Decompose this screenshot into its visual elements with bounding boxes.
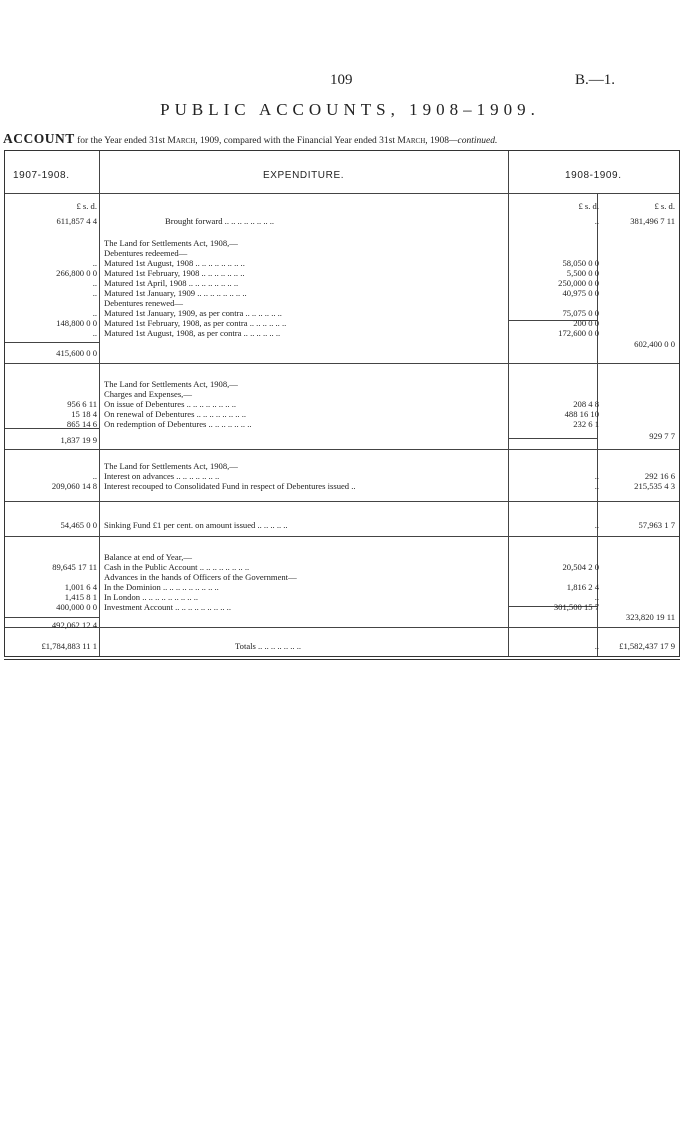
section-rule xyxy=(5,501,679,502)
table-row: .. Matured 1st August, 1908 .. .. .. .. .. .. .. .. 58,050 0 0 xyxy=(92,258,599,268)
table-row: 323,820 19 11 xyxy=(625,612,675,622)
table-row: 1,001 6 4 In the Dominion .. .. .. .. .. .. .. .. .. 1,816 2 4 xyxy=(64,582,599,592)
table-row: 929 7 7 xyxy=(649,431,675,441)
subtitle-march-1: March xyxy=(167,136,196,146)
table-row: 400,000 0 0 Investment Account .. .. .. .. .. .. .. .. .. 301,500 15 7 xyxy=(56,602,599,612)
page-number: 109 xyxy=(330,72,353,88)
table-row: .. Matured 1st April, 1908 .. .. .. .. .. .. .. .. 250,000 0 0 xyxy=(92,278,599,288)
table-row: 1,415 8 1 In London .. .. .. .. .. .. .. .. .. .. xyxy=(64,592,599,602)
header-expenditure: EXPENDITURE. xyxy=(263,170,345,181)
header-prev-year: 1907-1908. xyxy=(13,170,70,181)
subtitle-account-word: ACCOUNT xyxy=(3,131,75,146)
table-row: Debentures renewed— xyxy=(104,298,183,308)
header-rule xyxy=(5,193,679,194)
table-row: Advances in the hands of Officers of the Government— xyxy=(104,572,297,582)
table-row: 1,837 19 9 xyxy=(60,435,97,445)
units-prev: £ s. d. xyxy=(76,201,97,211)
header-curr-year: 1908-1909. xyxy=(565,170,622,181)
table-row: 415,600 0 0 xyxy=(56,348,97,358)
section-rule xyxy=(5,449,679,450)
table-row: The Land for Settlements Act, 1908,— xyxy=(104,379,238,389)
table-row: The Land for Settlements Act, 1908,— xyxy=(104,461,238,471)
subtitle-march-2: March xyxy=(397,136,426,146)
table-row: 148,800 0 0 Matured 1st February, 1908, as per contra .. .. .. .. .. .. 200 0 0 xyxy=(56,318,599,328)
table-row: .. Matured 1st January, 1909 .. .. .. .. .. .. .. .. 40,975 0 0 xyxy=(92,288,599,298)
totals-row: £1,784,883 11 1 Totals .. .. .. .. .. .. .. .. £1,582,437 17 9 xyxy=(41,641,675,651)
section-rule xyxy=(5,363,679,364)
table-row: 89,645 17 11 Cash in the Public Account .. .. .. .. .. .. .. .. 20,504 2 0 xyxy=(52,562,599,572)
subtitle-part-a: for the Year ended 31st xyxy=(74,136,168,146)
table-row: 209,060 14 8 Interest recouped to Consolidated Fund in respect of Debentures issued .. .. 215,535 4 3 xyxy=(51,481,675,491)
table-row: Charges and Expenses,— xyxy=(104,389,192,399)
account-table xyxy=(4,150,680,657)
account-subtitle xyxy=(3,131,497,147)
table-row: 492,062 12 4 xyxy=(51,620,97,630)
units-inner: £ s. d. xyxy=(578,201,599,211)
subtitle-part-b: , 1909, compared with the Financial Year ended 31st xyxy=(195,136,398,146)
table-row: .. Interest on advances .. .. .. .. .. .. .. .. 292 16 6 xyxy=(92,471,675,481)
table-row: 54,465 0 0 Sinking Fund £1 per cent. on amount issued .. .. .. .. .. .. 57,963 1 7 xyxy=(60,520,675,530)
table-bottom-double-rule xyxy=(4,659,680,660)
table-row: The Land for Settlements Act, 1908,— xyxy=(104,238,238,248)
table-bottom-rule xyxy=(4,656,680,657)
table-row: Debentures redeemed— xyxy=(104,248,188,258)
table-row: 266,800 0 0 Matured 1st February, 1908 .. .. .. .. .. .. .. 5,500 0 0 xyxy=(56,268,599,278)
page-title: PUBLIC ACCOUNTS, 1908–1909. xyxy=(160,100,540,119)
units-outer: £ s. d. xyxy=(654,201,675,211)
table-row: 611,857 4 4 Brought forward .. .. .. .. .. .. .. .. .. 381,496 7 11 xyxy=(56,216,675,226)
subtitle-continued: —continued. xyxy=(449,136,498,146)
document-reference: B.—1. xyxy=(575,72,616,88)
table-row: 956 6 11 On issue of Debentures .. .. .. .. .. .. .. .. 208 4 8 xyxy=(67,399,599,409)
table-row: .. Matured 1st August, 1908, as per contra .. .. .. .. .. .. 172,600 0 0 xyxy=(92,328,599,338)
table-row: 15 18 4 On renewal of Debentures .. .. .. .. .. .. .. .. 488 16 10 xyxy=(71,409,599,419)
subtitle-part-c: , 1908 xyxy=(425,136,450,146)
table-row: 865 14 6 On redemption of Debentures .. .. .. .. .. .. .. 232 6 1 xyxy=(66,419,599,429)
table-row: 602,400 0 0 xyxy=(634,339,675,349)
section-rule xyxy=(5,536,679,537)
table-row: .. Matured 1st January, 1909, as per contra .. .. .. .. .. .. 75,075 0 0 xyxy=(92,308,599,318)
table-row: Balance at end of Year,— xyxy=(104,552,192,562)
units-row xyxy=(5,201,679,211)
